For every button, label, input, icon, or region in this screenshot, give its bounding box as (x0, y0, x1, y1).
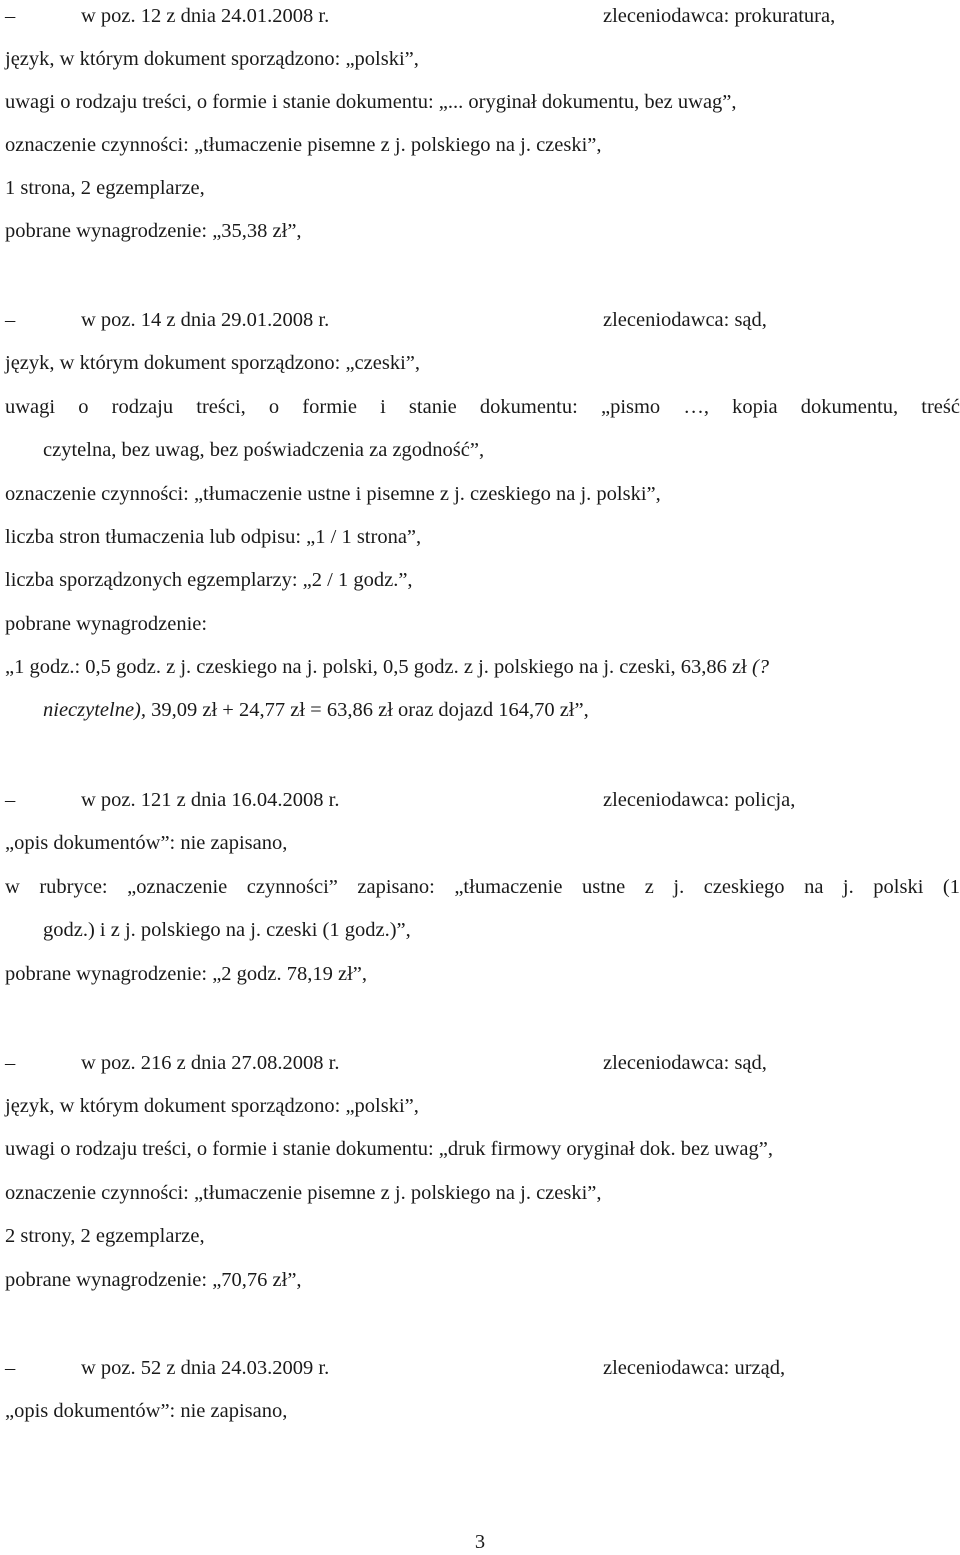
entry-line (5, 654, 769, 680)
entry-client: zleceniodawca: sąd, (603, 309, 767, 331)
entry-line: język, w którym dokument sporządzono: „polski”, (5, 48, 419, 70)
page-number: 3 (474, 1531, 486, 1553)
entry-line: uwagi o rodzaju treści, o formie i stanie dokumentu: „druk firmowy oryginał dok. bez uwag”, (5, 1138, 773, 1160)
entry-line (43, 697, 589, 723)
entry-client: zleceniodawca: policja, (603, 789, 796, 811)
entry-line: oznaczenie czynności: „tłumaczenie ustne i pisemne z j. czeskiego na j. polski”, (5, 483, 661, 505)
entry-client: zleceniodawca: sąd, (603, 1052, 767, 1074)
entry-line: pobrane wynagrodzenie: (5, 613, 208, 635)
italic-note: (? (746, 656, 770, 678)
entry-position: w poz. 121 z dnia 16.04.2008 r. (81, 789, 340, 811)
dash-marker: – (5, 309, 16, 331)
entry-line: pobrane wynagrodzenie: „70,76 zł”, (5, 1269, 302, 1291)
dash-marker: – (5, 789, 16, 811)
entry-position: w poz. 216 z dnia 27.08.2008 r. (81, 1052, 340, 1074)
entry-position: w poz. 12 z dnia 24.01.2008 r. (81, 5, 330, 27)
entry-line: w rubryce: „oznaczenie czynności” zapisano: „tłumaczenie ustne z j. czeskiego na j. polski (1 (5, 876, 960, 898)
entry-line: godz.) i z j. polskiego na j. czeski (1 godz.)”, (43, 919, 411, 941)
dash-marker: – (5, 1357, 16, 1379)
line-text: 39,09 zł + 24,77 zł = 63,86 zł oraz dojazd 164,70 zł”, (146, 699, 589, 721)
entry-position: w poz. 14 z dnia 29.01.2008 r. (81, 309, 330, 331)
entry-line: uwagi o rodzaju treści, o formie i stanie dokumentu: „pismo …, kopia dokumentu, treść (5, 396, 960, 418)
entry-line: czytelna, bez uwag, bez poświadczenia za zgodność”, (43, 439, 485, 461)
entry-line: uwagi o rodzaju treści, o formie i stanie dokumentu: „... oryginał dokumentu, bez uwag”, (5, 91, 737, 113)
entry-line: pobrane wynagrodzenie: „2 godz. 78,19 zł”, (5, 963, 368, 985)
entry-line: oznaczenie czynności: „tłumaczenie pisemne z j. polskiego na j. czeski”, (5, 134, 602, 156)
entry-line: oznaczenie czynności: „tłumaczenie pisemne z j. polskiego na j. czeski”, (5, 1182, 602, 1204)
line-text: „1 godz.: 0,5 godz. z j. czeskiego na j. polski, 0,5 godz. z j. polskiego na j. czeski, 63,86 zł (5, 656, 747, 678)
entry-client: zleceniodawca: urząd, (603, 1357, 786, 1379)
entry-client: zleceniodawca: prokuratura, (603, 5, 836, 27)
entry-line: liczba stron tłumaczenia lub odpisu: „1 / 1 strona”, (5, 526, 422, 548)
italic-note: nieczytelne), (43, 699, 147, 721)
entry-line: 2 strony, 2 egzemplarze, (5, 1225, 205, 1247)
entry-position: w poz. 52 z dnia 24.03.2009 r. (81, 1357, 330, 1379)
entry-line: „opis dokumentów”: nie zapisano, (5, 1400, 288, 1422)
dash-marker: – (5, 1052, 16, 1074)
entry-line: pobrane wynagrodzenie: „35,38 zł”, (5, 220, 302, 242)
entry-line: 1 strona, 2 egzemplarze, (5, 177, 205, 199)
entry-line: liczba sporządzonych egzemplarzy: „2 / 1 godz.”, (5, 569, 413, 591)
entry-line: język, w którym dokument sporządzono: „czeski”, (5, 352, 420, 374)
entry-line: język, w którym dokument sporządzono: „polski”, (5, 1095, 419, 1117)
dash-marker: – (5, 5, 16, 27)
entry-line: „opis dokumentów”: nie zapisano, (5, 832, 288, 854)
